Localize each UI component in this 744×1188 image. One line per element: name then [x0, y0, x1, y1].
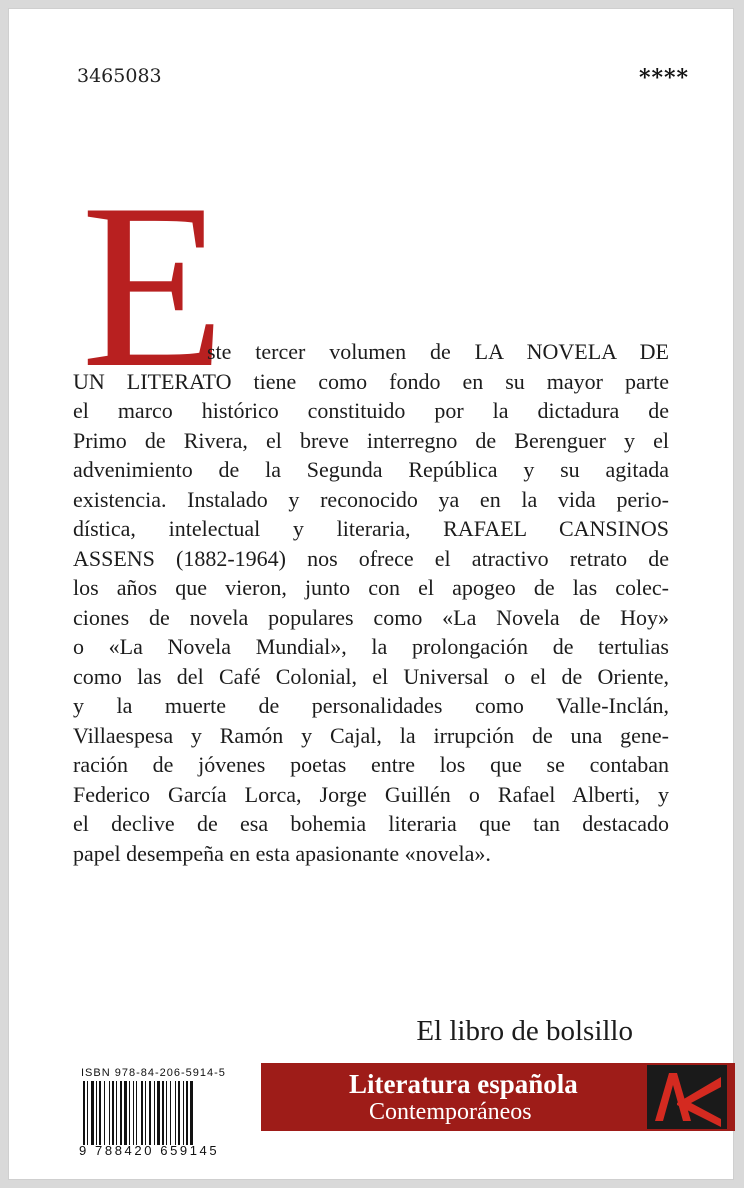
series-title: Literatura española	[349, 1069, 578, 1099]
series-band	[261, 1063, 735, 1131]
blurb-line: ste tercer volumen de LA NOVELA DE	[207, 339, 669, 364]
catalog-code: 3465083	[77, 65, 162, 87]
blurb-line: ciones de novela populares como «La Novela de Hoy»	[73, 604, 669, 630]
blurb-line: los años que vieron, junto con el apogeo de las colec-	[73, 575, 669, 600]
publisher-logo-icon	[647, 1065, 727, 1129]
blurb-line: y la muerte de personalidades como Valle-Inclán,	[73, 693, 669, 718]
blurb-line: como las del Café Colonial, el Universal o el de Oriente,	[73, 663, 669, 689]
blurb-line: o «La Novela Mundial», la prolongación de tertulias	[73, 634, 669, 659]
blurb-line: UN LITERATO tiene como fondo en su mayor parte	[73, 368, 669, 394]
blurb-text	[73, 337, 669, 868]
blurb-line: dística, intelectual y literaria, RAFAEL CANSINOS	[73, 516, 669, 541]
blurb-line: existencia. Instalado y reconocido ya en la vida perio-	[73, 486, 669, 512]
blurb-line: Villaespesa y Ramón y Cajal, la irrupción de una gene-	[73, 722, 669, 748]
blurb-line: ASSENS (1882-1964) nos ofrece el atractivo retrato de	[73, 545, 669, 571]
back-cover	[8, 8, 734, 1180]
blurb-line: advenimiento de la Segunda República y su agitada	[73, 457, 669, 482]
isbn-label: ISBN 978-84-206-5914-5	[81, 1067, 226, 1079]
barcode-digits: 9 788420 659145	[79, 1143, 220, 1158]
blurb-line: el marco histórico constituido por la dictadura de	[73, 398, 669, 423]
barcode-icon	[83, 1081, 219, 1145]
drop-cap: E	[81, 156, 226, 417]
series-subtitle: Contemporáneos	[369, 1099, 532, 1125]
blurb-line: papel desempeña en esta apasionante «novela».	[73, 840, 491, 866]
rating-stars: ****	[638, 65, 689, 91]
blurb-line: ración de jóvenes poetas entre los que se contaban	[73, 752, 669, 777]
imprint-title: El libro de bolsillo	[416, 1015, 633, 1047]
blurb-line: Primo de Rivera, el breve interregno de Berenguer y el	[73, 427, 669, 453]
blurb-line: Federico García Lorca, Jorge Guillén o Rafael Alberti, y	[73, 781, 669, 807]
blurb-line: el declive de esa bohemia literaria que tan destacado	[73, 811, 669, 836]
